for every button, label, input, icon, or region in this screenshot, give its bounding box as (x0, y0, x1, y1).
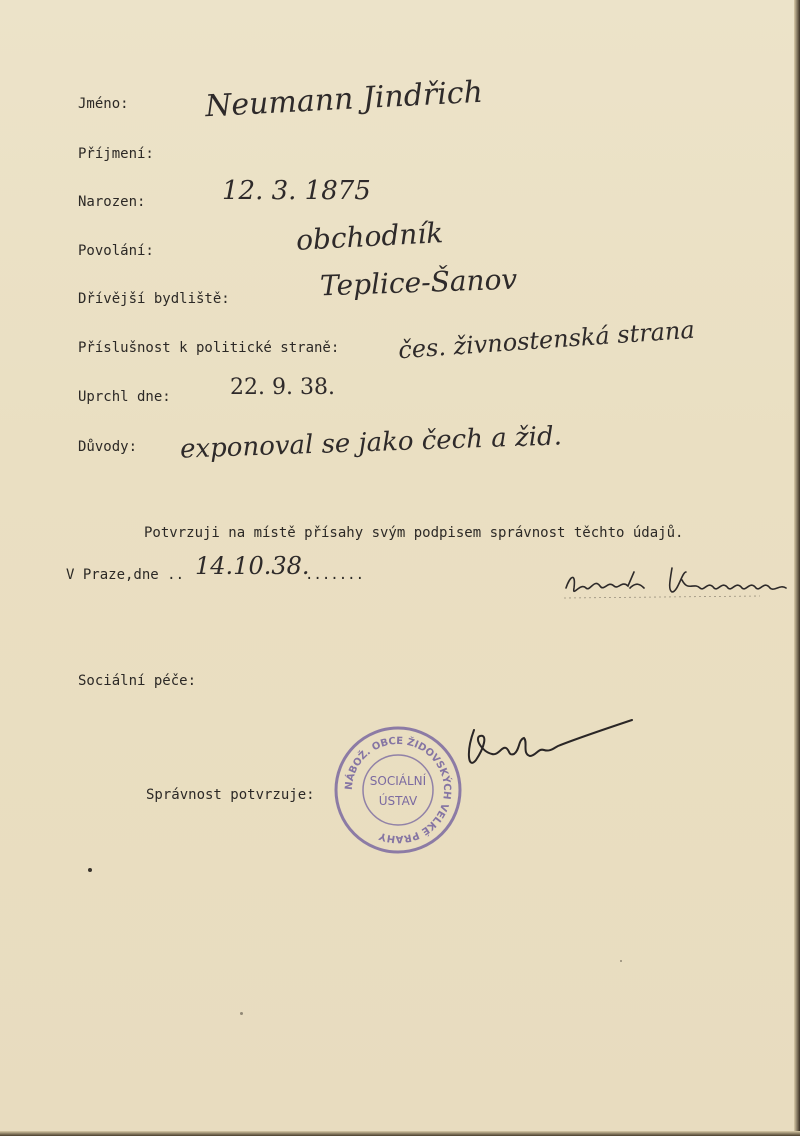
applicant-signature (560, 558, 792, 608)
paper-speck (620, 960, 622, 962)
institution-stamp (333, 725, 463, 855)
official-signature (458, 712, 638, 782)
occupation-value: obchodník (295, 216, 444, 257)
social-care-label: Sociální péče: (78, 673, 197, 689)
reasons-label: Důvody: (78, 439, 138, 455)
paper-speck (88, 868, 92, 872)
stamp-center-line1: SOCIÁLNÍ (369, 774, 427, 788)
declaration-text: Potvrzuji na místě přísahy svým podpisem správnost těchto údajů. (144, 525, 684, 541)
name-value: Neumann Jindřich (204, 74, 484, 125)
paper-edge-bottom (0, 1131, 800, 1136)
born-label: Narozen: (78, 194, 146, 210)
paper-speck (240, 1012, 243, 1015)
stamp-ring-text: NÁBOŽ. OBCE ŽIDOVSKÝCH VELKÉ PRAHY (343, 735, 453, 845)
prev-residence-value: Teplice-Šanov (319, 262, 518, 303)
date-value: 14.10.38. (195, 552, 310, 580)
party-value: čes. živnostenská strana (397, 315, 696, 365)
stamp-center-line2: ÚSTAV (378, 794, 418, 808)
place-date-dots: ....... (305, 567, 365, 583)
fled-value: 22. 9. 38. (230, 375, 335, 400)
paper-edge-right (794, 0, 800, 1136)
born-value: 12. 3. 1875 (222, 176, 371, 206)
reasons-value: exponoval se jako čech a žid. (179, 421, 563, 465)
correctness-label: Správnost potvrzuje: (146, 787, 315, 803)
name-label: Jméno: (78, 96, 129, 112)
surname-label: Příjmení: (78, 146, 154, 162)
party-label: Příslušnost k politické straně: (78, 340, 340, 356)
prev-residence-label: Dřívější bydliště: (78, 291, 230, 307)
place-date-label: V Praze,dne .. (66, 567, 185, 583)
fled-label: Uprchl dne: (78, 389, 171, 405)
occupation-label: Povolání: (78, 243, 154, 259)
